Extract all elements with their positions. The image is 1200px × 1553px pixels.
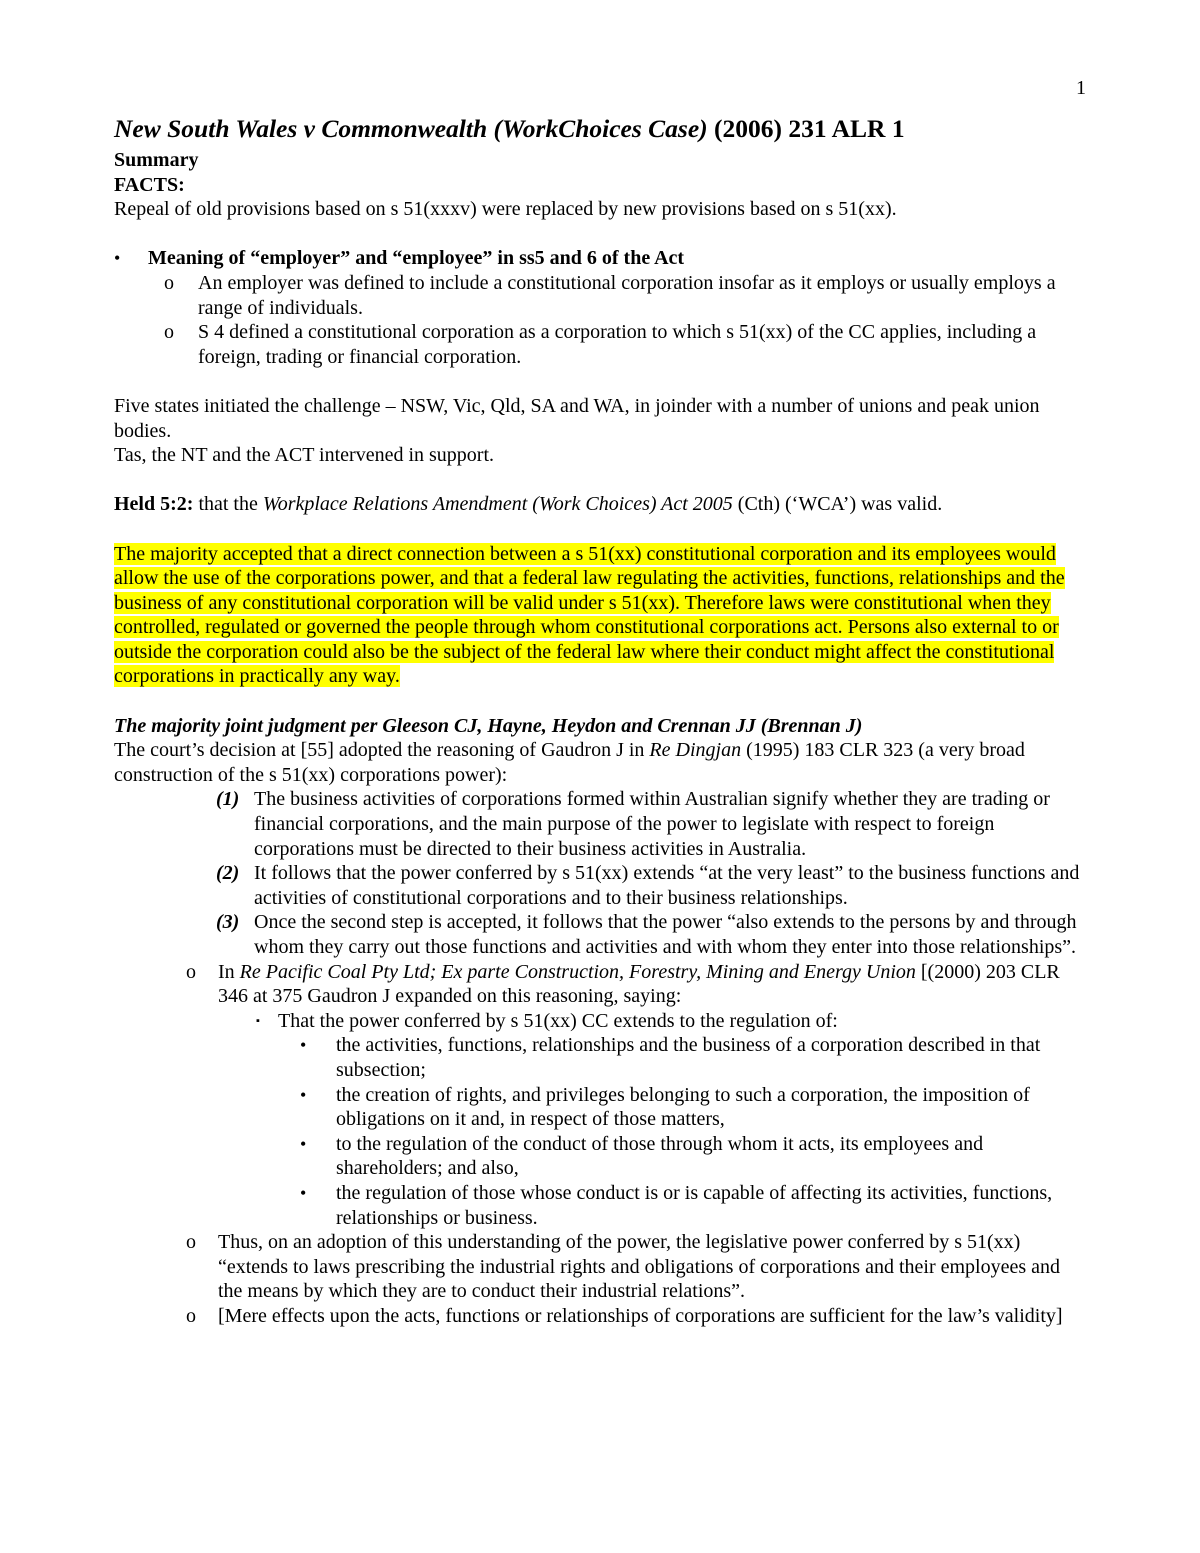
power-item xyxy=(114,1132,1089,1181)
number-marker: (1) xyxy=(216,788,240,811)
decision-post: (1995) 183 CLR 323 (a very broad construction of the s 51(xx) corporations power): xyxy=(114,739,1025,786)
case-title-name: New South Wales v Commonwealth (WorkChoices Case) xyxy=(114,114,708,143)
circle-marker: o xyxy=(164,271,174,294)
numbered-item xyxy=(114,861,1089,910)
mere-effects-item xyxy=(114,1304,1089,1329)
majority-heading: The majority joint judgment per Gleeson CJ, Hayne, Heydon and Crennan JJ (Brennan J) xyxy=(114,714,863,737)
meaning-item xyxy=(114,271,1089,320)
numbered-item-text: It follows that the power conferred by s 51(xx) extends “at the very least” to the business functions and activities of constitutional corporations and to their business relationships. xyxy=(254,862,1080,909)
act-name: Workplace Relations Amendment (Work Choices) Act 2005 xyxy=(262,493,733,516)
numbered-item-text: The business activities of corporations formed within Australian signify whether they are trading or financial corporations, and the main purpose of the power to legislate with respect to foreign corporations must be directed to their business activities in Australia. xyxy=(254,788,1050,860)
power-intro-text: That the power conferred by s 51(xx) CC extends to the regulation of: xyxy=(278,1009,838,1032)
tas-text: Tas, the NT and the ACT intervened in support. xyxy=(114,444,495,467)
thus-text: Thus, on an adoption of this understanding of the power, the legislative power conferred by s 51(xx) “extends to laws prescribing the industrial rights and obligations of corporations and their employees and the means by which they are to conduct their industrial relations”. xyxy=(218,1231,1061,1303)
case-name-pacific-coal: Re Pacific Coal Pty Ltd; Ex parte Construction, Forestry, Mining and Energy Union xyxy=(239,960,916,983)
numbered-item xyxy=(114,787,1089,861)
power-item xyxy=(114,1083,1089,1132)
meaning-heading: Meaning of “employer” and “employee” in ss5 and 6 of the Act xyxy=(148,247,685,270)
power-item-text: the creation of rights, and privileges belonging to such a corporation, the imposition of obligations on it and, in respect of those matters, xyxy=(336,1083,1030,1131)
numbered-item-text: Once the second step is accepted, it follows that the power “also extends to the persons by and through whom they carry out those functions and activities and with whom they enter into those relationships”. xyxy=(254,911,1077,958)
meaning-item-text: S 4 defined a constitutional corporation as a corporation to which s 51(xx) of the CC applies, including a foreign, trading or financial corporation. xyxy=(198,321,1037,368)
circle-marker: o xyxy=(186,1231,196,1254)
pacific-post: [(2000) 203 CLR 346 at 375 Gaudron J expanded on this reasoning, saying: xyxy=(218,960,1060,1008)
states-text: Five states initiated the challenge – NSW, Vic, Qld, SA and WA, in joinder with a number of unions and peak union bodies. xyxy=(114,394,1040,442)
bullet-marker: • xyxy=(300,1182,307,1203)
numbered-list xyxy=(114,787,1089,1328)
case-title xyxy=(114,114,1089,144)
bullet-marker: • xyxy=(300,1084,307,1105)
highlighted-paragraph xyxy=(114,542,1089,690)
meaning-item-text: An employer was defined to include a constitutional corporation insofar as it employs or usually employs a range of individuals. xyxy=(198,271,1056,319)
case-name-dingjan: Re Dingjan xyxy=(649,739,742,762)
facts-label: FACTS: xyxy=(114,173,185,196)
case-title-citation: (2006) 231 ALR 1 xyxy=(707,114,905,143)
circle-marker: o xyxy=(164,321,174,344)
meaning-bullet xyxy=(114,246,1089,271)
square-marker: ▪ xyxy=(256,1014,260,1027)
power-item-text: the activities, functions, relationships and the business of a corporation described in that subsection; xyxy=(336,1034,1041,1081)
power-item-text: to the regulation of the conduct of those through whom it acts, its employees and shareholders; and also, xyxy=(336,1132,984,1180)
facts-text: Repeal of old provisions based on s 51(xxxv) were replaced by new provisions based on s 51(xx). xyxy=(114,198,897,221)
highlighted-text: The majority accepted that a direct connection between a s 51(xx) constitutional corporation and its employees would allow the use of the corporations power, and that a federal law regulating the activities, functions, relationships and the business of any constitutional corporation will be valid under s 51(xx). Therefore laws were constitutional when they controlled, regulated or governed the people through whom constitutional corporations act. Persons also external to or outside the corporation could also be the subject of the federal law where their conduct might affect the constitutional corporations in practically any way. xyxy=(114,542,1065,688)
power-intro-item xyxy=(114,1009,1089,1034)
held-paragraph xyxy=(114,492,1089,517)
meaning-list xyxy=(114,246,1089,369)
decision-pre: The court’s decision at [55] adopted the reasoning of Gaudron J in xyxy=(114,739,650,762)
power-item-text: the regulation of those whose conduct is or is capable of affecting its activities, functions, relationships or business. xyxy=(336,1181,1053,1229)
circle-marker: o xyxy=(186,1304,196,1327)
held-label: Held 5:2: xyxy=(114,493,194,516)
circle-marker: o xyxy=(186,960,196,983)
power-item xyxy=(114,1181,1089,1230)
bullet-marker: • xyxy=(114,248,121,269)
bullet-marker: • xyxy=(300,1035,307,1056)
bullet-marker: • xyxy=(300,1133,307,1154)
power-item xyxy=(114,1033,1089,1082)
number-marker: (2) xyxy=(216,862,240,885)
document-body xyxy=(114,114,1089,1329)
held-pre: that the xyxy=(193,493,263,516)
decision-paragraph xyxy=(114,738,1089,787)
numbered-item xyxy=(114,910,1089,959)
summary-label: Summary xyxy=(114,149,199,171)
pacific-item xyxy=(114,960,1089,1009)
number-marker: (3) xyxy=(216,911,240,934)
pacific-pre: In xyxy=(218,960,240,983)
held-post: (Cth) (‘WCA’) was valid. xyxy=(732,493,943,516)
meaning-item xyxy=(114,320,1089,369)
thus-item xyxy=(114,1230,1089,1304)
mere-effects-text: [Mere effects upon the acts, functions or relationships of corporations are sufficient for the law’s validity] xyxy=(218,1304,1063,1327)
page-number: 1 xyxy=(1076,77,1086,99)
